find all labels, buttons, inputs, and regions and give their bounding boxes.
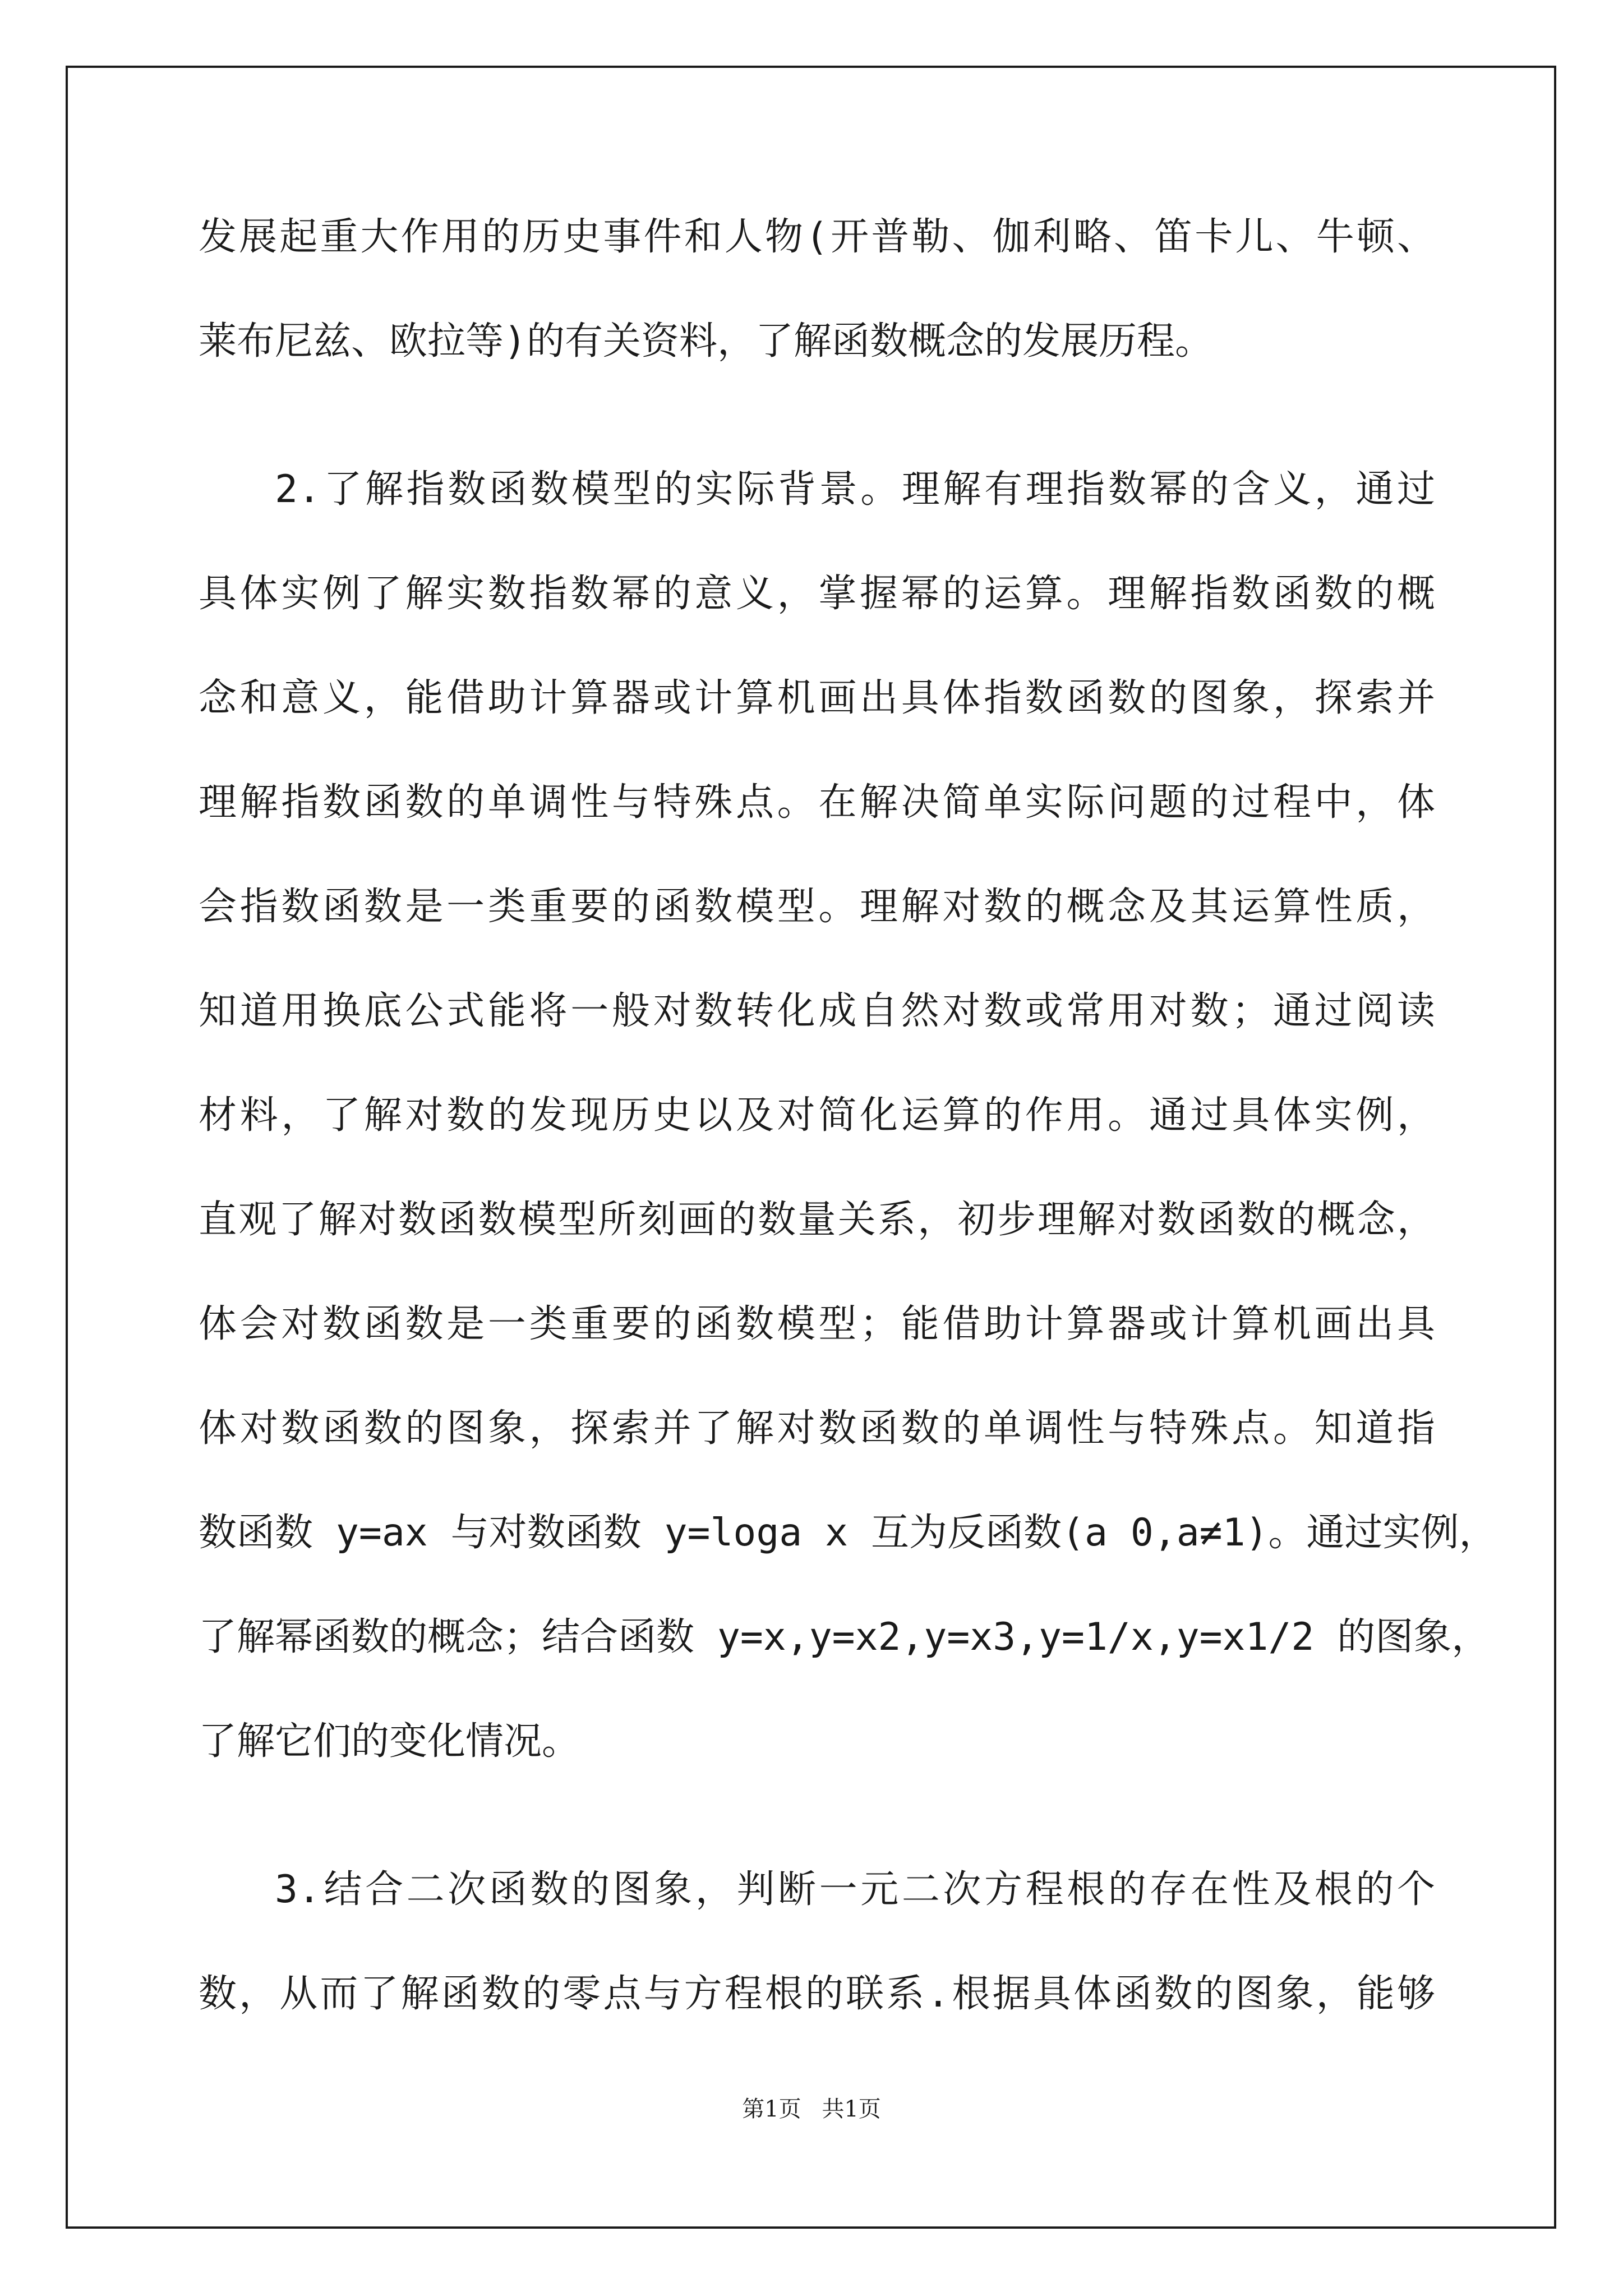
text-line: 莱布尼兹、欧拉等)的有关资料，了解函数概念的发展历程。 xyxy=(199,319,1213,364)
text-line: 了解它们的变化情况。 xyxy=(199,1719,580,1764)
text-line: 发展起重大作用的历史事件和人物(开普勒、伽利略、笛卡儿、牛顿、 xyxy=(199,215,1435,259)
page-footer xyxy=(0,2091,1623,2123)
text-line: 直观了解对数函数模型所刻画的数量关系，初步理解对数函数的概念， xyxy=(199,1198,1435,1242)
text-line: 具体实例了解实数指数幂的意义，掌握幂的运算。理解指数函数的概 xyxy=(199,572,1435,616)
page-total: 共1页 xyxy=(822,2096,881,2122)
text-line: 体对数函数的图象，探索并了解对数函数的单调性与特殊点。知道指 xyxy=(199,1406,1435,1451)
text-line: 体会对数函数是一类重要的函数模型；能借助计算器或计算机画出具 xyxy=(199,1302,1435,1346)
text-line: 念和意义，能借助计算器或计算机画出具体指数函数的图象，探索并 xyxy=(199,676,1435,720)
text-line: 会指数函数是一类重要的函数模型。理解对数的概念及其运算性质， xyxy=(199,885,1435,929)
text-line: 材料，了解对数的发现历史以及对简化运算的作用。通过具体实例， xyxy=(199,1093,1435,1138)
page-number: 第1页 xyxy=(742,2096,801,2122)
text-line: 知道用换底公式能将一般对数转化成自然对数或常用对数；通过阅读 xyxy=(199,989,1435,1033)
text-line: 了解幂函数的概念；结合函数 y=x,y=x2,y=x3,y=1/x,y=x1/2 的图象， xyxy=(199,1615,1490,1659)
text-line: 理解指数函数的单调性与特殊点。在解决简单实际问题的过程中，体 xyxy=(199,780,1435,825)
text-line: 3.结合二次函数的图象，判断一元二次方程根的存在性及根的个 xyxy=(275,1867,1435,1912)
text-line: 数，从而了解函数的零点与方程根的联系.根据具体函数的图象，能够 xyxy=(199,1972,1435,2016)
document-body xyxy=(199,185,1497,2046)
text-line: 2.了解指数函数模型的实际背景。理解有理指数幂的含义，通过 xyxy=(275,467,1435,512)
text-line: 数函数 y=ax 与对数函数 y=loga x 互为反函数(a 0,a≠1)。通过实例， xyxy=(199,1511,1497,1555)
